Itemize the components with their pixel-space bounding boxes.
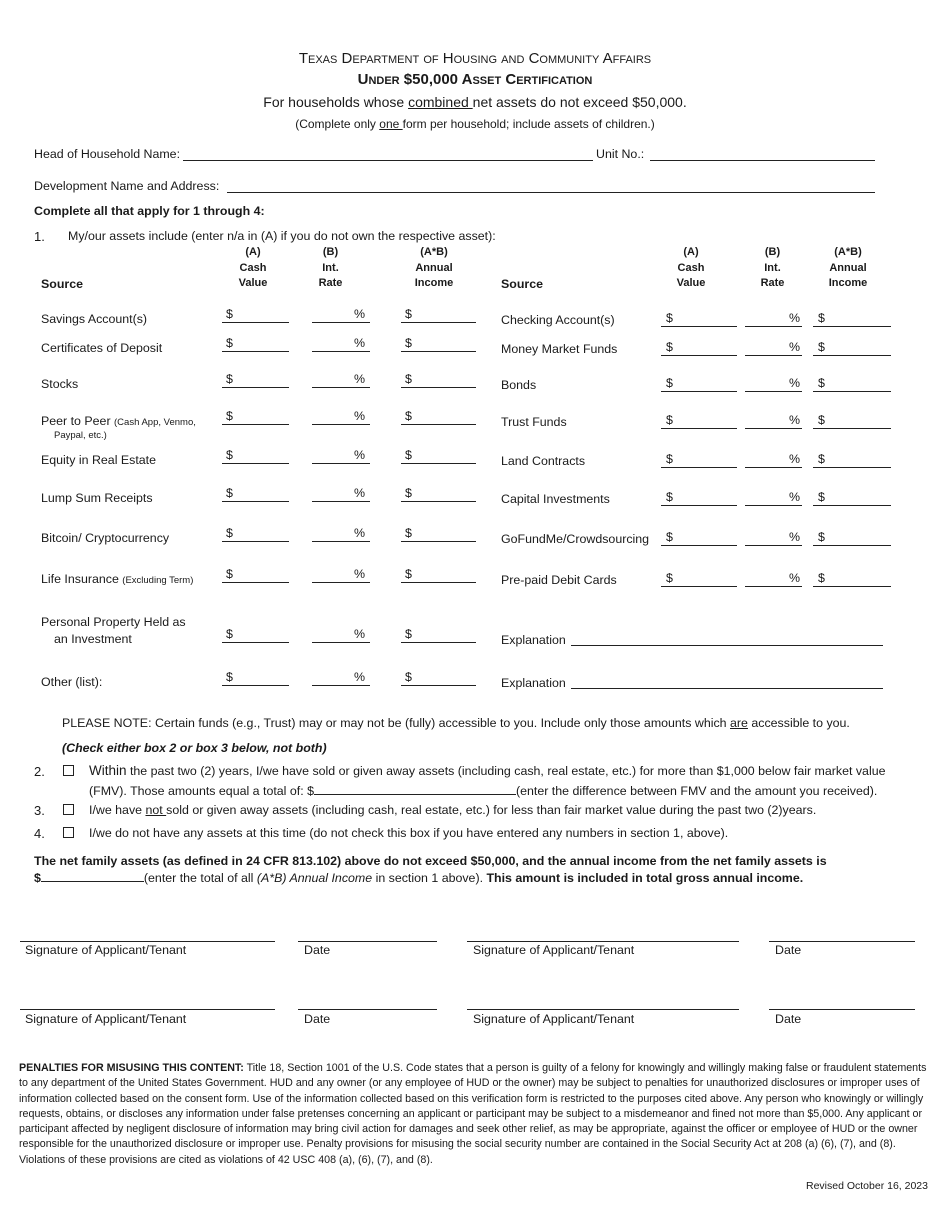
item2-checkbox[interactable] (63, 764, 74, 778)
date-line[interactable] (298, 941, 437, 942)
int-rate-field[interactable] (745, 531, 802, 546)
net-assets-total-field[interactable] (41, 870, 144, 882)
int-rate-symbol: % (789, 413, 801, 427)
cash-value-field[interactable] (222, 337, 289, 352)
int-rate-symbol: % (354, 372, 366, 386)
int-rate-field[interactable] (312, 487, 370, 502)
explanation-field[interactable] (571, 645, 883, 646)
cash-value-symbol: $ (226, 670, 233, 684)
int-rate-field[interactable] (745, 312, 802, 327)
cash-value-symbol: $ (666, 530, 673, 544)
annual-income-field[interactable] (813, 312, 891, 327)
annual-income-symbol: $ (405, 448, 412, 462)
item4-number: 4. (34, 826, 45, 841)
cash-value-symbol: $ (666, 311, 673, 325)
int-rate-symbol: % (354, 567, 366, 581)
int-rate-field[interactable] (745, 453, 802, 468)
annual-income-symbol: $ (818, 311, 825, 325)
cash-value-header-left: (A) Cash Value (238, 246, 268, 289)
penalties-paragraph: PENALTIES FOR MISUSING THIS CONTENT: Title 18, Section 1001 of the U.S. Code states that a person is guilty of a felony for knowingly and willingly making false or fraudulent statements to any department of the United States Government. HUD and any owner (or any employee of HUD or the owner) may be subject to penalties for unauthorized disclosures or improper uses of information collected based on the consent form. Use of the information collected based on this verification form is restricted to the purposes cited above. Any person who knowingly or willingly requests, obtains, or discloses any information under false pretenses concerning an applicant or participant may be subject to a misdemeanor and fined not more than $5,000. Any applicant or participant affected by negligent disclosure of information may bring civil action for damages and seek other relief, as may be appropriate, against the officer or employee of HUD or the owner responsible for the unauthorized disclosure or improper use. Penalty provisions for misusing the social security number are contained in the Social Security Act at 208 (a) (6), (7), and (8). Violations of these provisions are cited as violations of 42 USC 408 (a), (6), (7), and (8). (19, 1062, 927, 1166)
cash-value-field[interactable] (661, 312, 737, 327)
please-note: PLEASE NOTE: Certain funds (e.g., Trust) may or may not be (fully) accessible to you. Include only those amounts which are accessible to you. (62, 716, 850, 730)
annual-income-field[interactable] (401, 373, 476, 388)
annual-income-field[interactable] (813, 453, 891, 468)
int-rate-field[interactable] (312, 337, 370, 352)
cash-value-field[interactable] (222, 373, 289, 388)
cash-value-symbol: $ (226, 486, 233, 500)
int-rate-symbol: % (789, 340, 801, 354)
asset-source-label: Checking Account(s) (501, 313, 615, 327)
cash-value-field[interactable] (661, 414, 737, 429)
annual-income-field[interactable] (401, 487, 476, 502)
check-note: (Check either box 2 or box 3 below, not both) (62, 741, 327, 755)
asset-source-label: Stocks (41, 377, 79, 391)
item3-checkbox[interactable] (63, 803, 74, 817)
annual-income-field[interactable] (813, 531, 891, 546)
cash-value-symbol: $ (666, 490, 673, 504)
int-rate-field[interactable] (312, 628, 370, 643)
cash-value-field[interactable] (222, 671, 289, 686)
signature-label: Signature of Applicant/Tenant (25, 943, 187, 957)
annual-income-field[interactable] (813, 341, 891, 356)
net-assets-line1: The net family assets (as defined in 24 CFR 813.102) above do not exceed $50,000, and the annual income from the net family assets is (34, 854, 827, 868)
asset-source-label-line2: Paypal, etc.) (54, 430, 107, 441)
cash-value-header-right: (A) Cash Value (676, 246, 706, 289)
int-rate-field[interactable] (312, 527, 370, 542)
cash-value-field[interactable] (661, 453, 737, 468)
int-rate-field[interactable] (312, 568, 370, 583)
asset-source-label-line2: an Investment (54, 632, 132, 646)
cash-value-field[interactable] (661, 531, 737, 546)
int-rate-field[interactable] (312, 373, 370, 388)
asset-source-label: Trust Funds (501, 415, 567, 429)
int-rate-field[interactable] (745, 377, 802, 392)
source-header-right: Source (501, 277, 544, 291)
form-note: (Complete only one form per household; include assets of children.) (295, 117, 655, 131)
cash-value-field[interactable] (222, 628, 289, 643)
cash-value-field[interactable] (222, 568, 289, 583)
int-rate-symbol: % (789, 571, 801, 585)
cash-value-symbol: $ (226, 409, 233, 423)
annual-income-symbol: $ (405, 409, 412, 423)
annual-income-field[interactable] (401, 410, 476, 425)
int-rate-header-left: (B) Int. Rate (318, 246, 343, 289)
annual-income-field[interactable] (401, 671, 476, 686)
int-rate-symbol: % (354, 336, 366, 350)
int-rate-symbol: % (789, 490, 801, 504)
asset-source-label: Explanation (501, 633, 566, 647)
annual-income-symbol: $ (405, 526, 412, 540)
int-rate-symbol: % (789, 452, 801, 466)
cash-value-field[interactable] (222, 449, 289, 464)
annual-income-field[interactable] (401, 308, 476, 323)
cash-value-symbol: $ (226, 448, 233, 462)
int-rate-field[interactable] (312, 449, 370, 464)
date-line[interactable] (769, 1009, 915, 1010)
annual-income-symbol: $ (405, 670, 412, 684)
instructions: Complete all that apply for 1 through 4: (34, 204, 265, 218)
int-rate-symbol: % (354, 486, 366, 500)
cash-value-symbol: $ (666, 340, 673, 354)
cash-value-field[interactable] (661, 491, 737, 506)
annual-income-field[interactable] (401, 568, 476, 583)
asset-source-label: Certificates of Deposit (41, 341, 163, 355)
int-rate-field[interactable] (745, 572, 802, 587)
development-field[interactable] (227, 192, 875, 193)
agency-name: Texas Department of Housing and Community Affairs (298, 50, 652, 67)
section1-number: 1. (34, 229, 45, 244)
int-rate-symbol: % (354, 307, 366, 321)
signature-line[interactable] (467, 1009, 739, 1010)
head-of-household-field[interactable] (183, 160, 593, 161)
int-rate-symbol: % (354, 670, 366, 684)
annual-income-symbol: $ (405, 486, 412, 500)
asset-source-label: Life Insurance (Excluding Term) (41, 572, 194, 586)
annual-income-symbol: $ (818, 530, 825, 544)
cash-value-symbol: $ (666, 413, 673, 427)
annual-income-field[interactable] (813, 572, 891, 587)
date-label: Date (775, 1012, 802, 1026)
fmv-amount-field[interactable] (314, 783, 516, 795)
signature-label: Signature of Applicant/Tenant (25, 1012, 187, 1026)
int-rate-symbol: % (354, 448, 366, 462)
item2-line1: Within the past two (2) years, I/we have sold or given away assets (including cash, real estate, etc.) for more than $1,000 below fair market value (89, 763, 886, 778)
cash-value-symbol: $ (226, 526, 233, 540)
asset-source-label: Equity in Real Estate (41, 453, 157, 467)
cash-value-field[interactable] (222, 487, 289, 502)
item2-line2: (FMV). Those amounts equal a total of: $ (enter the difference between FMV and the amount you received). (89, 784, 878, 798)
int-rate-field[interactable] (312, 671, 370, 686)
annual-income-symbol: $ (818, 490, 825, 504)
int-rate-field[interactable] (745, 341, 802, 356)
asset-source-label: Capital Investments (501, 492, 610, 506)
unit-no-field[interactable] (650, 160, 875, 161)
asset-source-label: Personal Property Held as (41, 615, 186, 629)
cash-value-field[interactable] (222, 308, 289, 323)
annual-income-field[interactable] (813, 491, 891, 506)
signature-line[interactable] (467, 941, 739, 942)
signature-line[interactable] (20, 1009, 275, 1010)
cash-value-symbol: $ (226, 336, 233, 350)
section1-text: My/our assets include (enter n/a in (A) if you do not own the respective asset): (68, 229, 496, 243)
annual-income-symbol: $ (405, 627, 412, 641)
explanation-field[interactable] (571, 688, 883, 689)
cash-value-symbol: $ (226, 307, 233, 321)
asset-source-label: Bitcoin/ Cryptocurrency (41, 531, 170, 545)
cash-value-symbol: $ (226, 372, 233, 386)
cash-value-field[interactable] (661, 572, 737, 587)
int-rate-field[interactable] (745, 491, 802, 506)
cash-value-field[interactable] (222, 410, 289, 425)
int-rate-symbol: % (789, 376, 801, 390)
head-of-household-label: Head of Household Name: (34, 147, 181, 161)
annual-income-field[interactable] (401, 449, 476, 464)
annual-income-symbol: $ (818, 571, 825, 585)
annual-income-symbol: $ (405, 567, 412, 581)
annual-income-symbol: $ (818, 413, 825, 427)
signature-label: Signature of Applicant/Tenant (473, 943, 635, 957)
int-rate-symbol: % (789, 311, 801, 325)
asset-source-label: Land Contracts (501, 454, 586, 468)
annual-income-field[interactable] (401, 527, 476, 542)
asset-source-label: GoFundMe/Crowdsourcing (501, 532, 650, 546)
annual-income-symbol: $ (818, 340, 825, 354)
form-title: Under $50,000 Asset Certification (357, 71, 593, 88)
annual-income-field[interactable] (813, 377, 891, 392)
asset-source-label: Money Market Funds (501, 342, 618, 356)
annual-income-symbol: $ (405, 307, 412, 321)
date-label: Date (775, 943, 802, 957)
date-label: Date (304, 943, 331, 957)
annual-income-header-left: (A*B) Annual Income (414, 246, 454, 289)
annual-income-symbol: $ (405, 372, 412, 386)
int-rate-field[interactable] (745, 414, 802, 429)
int-rate-symbol: % (354, 526, 366, 540)
int-rate-header-right: (B) Int. Rate (760, 246, 785, 289)
cash-value-symbol: $ (226, 627, 233, 641)
item2-number: 2. (34, 764, 45, 779)
asset-source-label: Lump Sum Receipts (41, 491, 153, 505)
asset-source-label: Bonds (501, 378, 537, 392)
cash-value-symbol: $ (226, 567, 233, 581)
annual-income-field[interactable] (813, 414, 891, 429)
annual-income-field[interactable] (401, 628, 476, 643)
unit-no-label: Unit No.: (596, 147, 645, 161)
item3-number: 3. (34, 803, 45, 818)
int-rate-field[interactable] (312, 308, 370, 323)
asset-source-label: Pre-paid Debit Cards (501, 573, 617, 587)
date-line[interactable] (298, 1009, 437, 1010)
date-label: Date (304, 1012, 331, 1026)
signature-label: Signature of Applicant/Tenant (473, 1012, 635, 1026)
cash-value-symbol: $ (666, 452, 673, 466)
cash-value-field[interactable] (222, 527, 289, 542)
annual-income-header-right: (A*B) Annual Income (828, 246, 868, 289)
revised-date: Revised October 16, 2023 (806, 1180, 928, 1192)
development-label: Development Name and Address: (34, 179, 220, 193)
asset-source-label: Savings Account(s) (41, 312, 148, 326)
form-subtitle: For households whose combined net assets do not exceed $50,000. (263, 94, 687, 110)
item3-text: I/we have not sold or given away assets (including cash, real estate, etc.) for less than fair market value during the past two (2)years. (89, 803, 817, 817)
cash-value-field[interactable] (661, 377, 737, 392)
item4-checkbox[interactable] (63, 826, 74, 840)
date-line[interactable] (769, 941, 915, 942)
annual-income-symbol: $ (818, 376, 825, 390)
net-assets-line2: $ (enter the total of all (A*B) Annual Income in section 1 above). This amount is included in total gross annual income. (34, 871, 804, 885)
int-rate-field[interactable] (312, 410, 370, 425)
cash-value-symbol: $ (666, 571, 673, 585)
item4-text: I/we do not have any assets at this time (do not check this box if you have entered any numbers in section 1, above). (89, 826, 729, 840)
annual-income-symbol: $ (818, 452, 825, 466)
asset-source-label: Explanation (501, 676, 566, 690)
int-rate-symbol: % (354, 409, 366, 423)
annual-income-field[interactable] (401, 337, 476, 352)
int-rate-symbol: % (354, 627, 366, 641)
signature-line[interactable] (20, 941, 275, 942)
cash-value-symbol: $ (666, 376, 673, 390)
annual-income-symbol: $ (405, 336, 412, 350)
asset-source-label: Peer to Peer (Cash App, Venmo, (41, 414, 196, 428)
int-rate-symbol: % (789, 530, 801, 544)
asset-source-label: Other (list): (41, 675, 103, 689)
cash-value-field[interactable] (661, 341, 737, 356)
source-header-left: Source (41, 277, 84, 291)
